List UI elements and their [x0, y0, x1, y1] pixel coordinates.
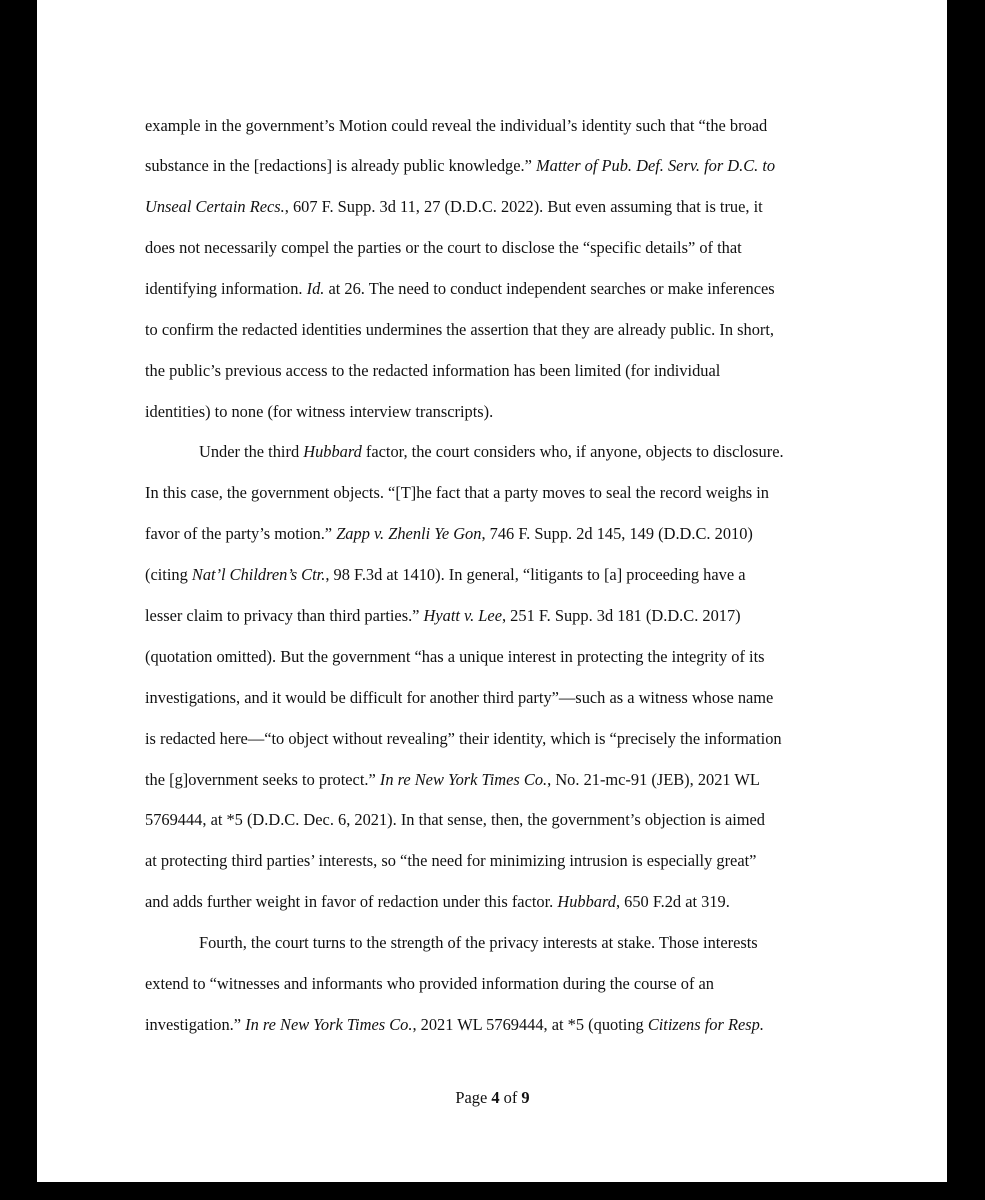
- text-line: [145, 197, 763, 217]
- text-run: In this case, the government objects. “[T]he fact that a party moves to seal the record weighs in: [145, 483, 769, 502]
- text-line: [145, 483, 769, 503]
- italic-citation: Hubbard: [303, 442, 362, 461]
- italic-citation: In re New York Times Co.: [245, 1015, 413, 1034]
- italic-citation: Hyatt v. Lee: [423, 606, 502, 625]
- text-line: [145, 974, 714, 994]
- text-run: , 650 F.2d at 319.: [615, 892, 730, 911]
- text-line: [145, 565, 745, 585]
- text-run: factor, the court considers who, if anyone, objects to disclosure.: [361, 442, 784, 461]
- text-line: [199, 442, 784, 462]
- text-run: identifying information.: [145, 279, 307, 298]
- page-current: 4: [491, 1088, 500, 1107]
- text-run: is redacted here—“to object without revealing” their identity, which is “precisely the information: [145, 729, 782, 748]
- text-run: , 607 F. Supp. 3d 11, 27 (D.D.C. 2022). But even assuming that is true, it: [284, 197, 763, 216]
- text-line: [145, 770, 760, 790]
- text-run: Under the third: [199, 442, 304, 461]
- text-run: the public’s previous access to the redacted information has been limited (for individual: [145, 361, 721, 380]
- text-run: Fourth, the court turns to the strength of the privacy interests at stake. Those interests: [199, 933, 758, 952]
- text-line: [145, 647, 765, 667]
- text-line: [145, 116, 767, 136]
- italic-citation: Nat’l Children’s Ctr.: [191, 565, 326, 584]
- text-run: , 98 F.3d at 1410). In general, “litigants to [a] proceeding have a: [325, 565, 746, 584]
- text-run: investigations, and it would be difficult for another third party”—such as a witness whose name: [145, 688, 774, 707]
- text-run: investigation.”: [145, 1015, 246, 1034]
- italic-citation: Matter of Pub. Def. Serv. for D.C. to: [535, 156, 776, 175]
- page-number: [0, 1088, 985, 1108]
- text-line: [145, 524, 753, 544]
- text-run: the [g]overnment seeks to protect.”: [145, 770, 380, 789]
- text-line: [145, 851, 756, 871]
- text-line: [145, 729, 782, 749]
- text-line: [145, 156, 775, 176]
- text-line: [145, 279, 775, 299]
- text-run: favor of the party’s motion.”: [145, 524, 337, 543]
- text-line: [145, 361, 720, 381]
- text-run: does not necessarily compel the parties or the court to disclose the “specific details” of that: [145, 238, 742, 257]
- text-run: , 2021 WL 5769444, at *5 (quoting: [412, 1015, 648, 1034]
- text-line: [145, 320, 774, 340]
- text-run: , No. 21-mc-91 (JEB), 2021 WL: [547, 770, 760, 789]
- text-run: substance in the [redactions] is already public knowledge.”: [145, 156, 536, 175]
- page-of: of: [503, 1088, 518, 1107]
- text-run: , 251 F. Supp. 3d 181 (D.D.C. 2017): [501, 606, 741, 625]
- text-line: [199, 933, 758, 953]
- text-run: (citing: [145, 565, 192, 584]
- italic-citation: Zapp v. Zhenli Ye Gon: [336, 524, 482, 543]
- text-run: at protecting third parties’ interests, so “the need for minimizing intrusion is especially great”: [145, 851, 757, 870]
- text-line: [145, 810, 765, 830]
- text-run: lesser claim to privacy than third parties.”: [145, 606, 424, 625]
- page-total: 9: [521, 1088, 530, 1107]
- text-run: , 746 F. Supp. 2d 145, 149 (D.D.C. 2010): [481, 524, 753, 543]
- text-run: at 26. The need to conduct independent searches or make inferences: [324, 279, 775, 298]
- italic-citation: Id.: [306, 279, 325, 298]
- text-run: identities) to none (for witness interview transcripts).: [145, 402, 494, 421]
- document-page: [37, 0, 947, 1182]
- page-label: Page: [455, 1088, 488, 1107]
- text-run: and adds further weight in favor of redaction under this factor.: [145, 892, 558, 911]
- italic-citation: Hubbard: [557, 892, 616, 911]
- text-line: [145, 238, 742, 258]
- text-run: example in the government’s Motion could reveal the individual’s identity such that “the broad: [145, 116, 768, 135]
- italic-citation: In re New York Times Co.: [379, 770, 548, 789]
- text-run: to confirm the redacted identities undermines the assertion that they are already public. In short,: [145, 320, 775, 339]
- text-line: [145, 1015, 764, 1035]
- text-line: [145, 606, 741, 626]
- italic-citation: Unseal Certain Recs.: [145, 197, 285, 216]
- text-run: 5769444, at *5 (D.D.C. Dec. 6, 2021). In that sense, then, the government’s objection is aimed: [145, 810, 765, 829]
- italic-citation: Citizens for Resp.: [647, 1015, 764, 1034]
- text-run: extend to “witnesses and informants who provided information during the course of an: [145, 974, 714, 993]
- text-line: [145, 892, 730, 912]
- text-run: (quotation omitted). But the government “has a unique interest in protecting the integrity of its: [145, 647, 765, 666]
- text-line: [145, 402, 493, 422]
- text-line: [145, 688, 773, 708]
